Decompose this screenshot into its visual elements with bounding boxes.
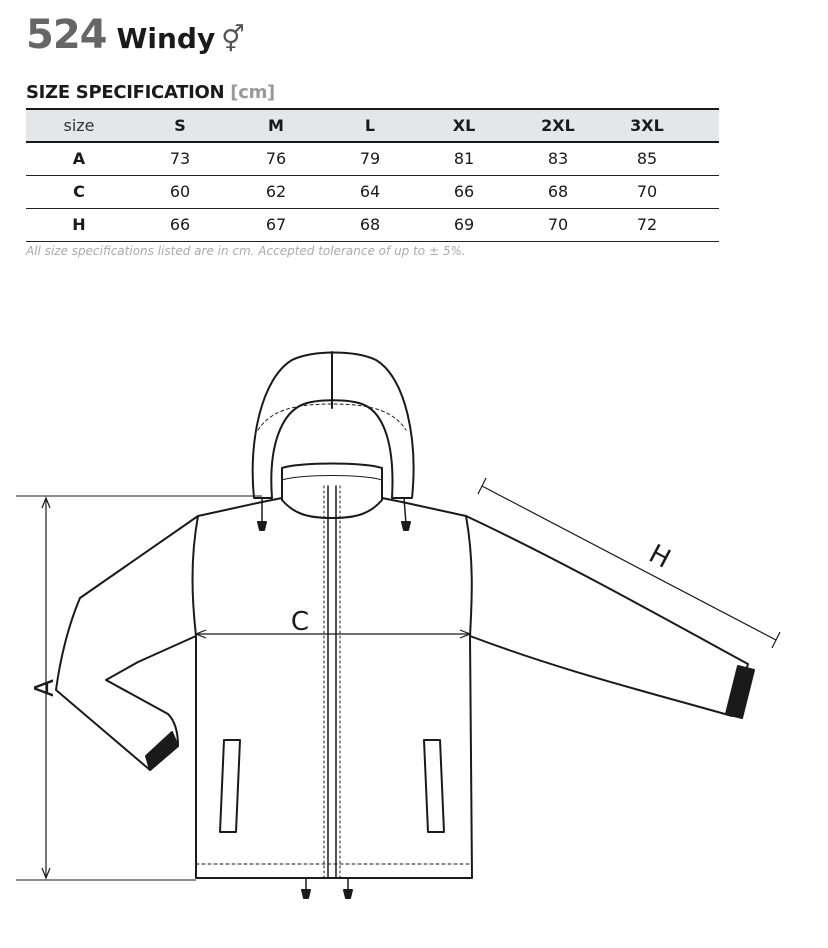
table-cell: 60 <box>169 182 191 201</box>
dimension-label-c: C <box>290 607 310 637</box>
zipper <box>328 486 336 878</box>
table-cell: 66 <box>169 215 191 234</box>
product-name: Windy <box>116 22 216 55</box>
collar <box>282 464 382 519</box>
table-cell: 62 <box>265 182 287 201</box>
column-header-xl: XL <box>452 116 476 135</box>
dimension-label-h: H <box>643 539 676 575</box>
row-label-a: A <box>72 149 86 169</box>
table-cell: 83 <box>547 149 569 169</box>
table-cell: 64 <box>359 182 381 201</box>
table-cell: 76 <box>265 149 287 169</box>
table-cell: 68 <box>359 215 381 234</box>
table-cell: 70 <box>636 182 658 201</box>
drawcord-bottom <box>306 878 348 896</box>
table-cell: 85 <box>636 149 658 169</box>
tolerance-note: All size specifications listed are in cm. Accepted tolerance of up to ± 5%. <box>26 244 466 258</box>
table-cell: 67 <box>265 215 287 234</box>
spec-title: SIZE SPECIFICATION <box>26 82 225 103</box>
right-pocket <box>424 740 444 832</box>
table-cell: 72 <box>636 215 658 234</box>
unisex-icon: ⚥ <box>221 25 245 55</box>
right-sleeve <box>466 516 748 716</box>
left-pocket <box>220 740 240 832</box>
hood-outline <box>253 353 414 499</box>
product-number: 524 <box>26 12 107 58</box>
dimension-label-a: A <box>30 679 60 697</box>
column-header-2xl: 2XL <box>541 116 575 135</box>
dimension-line-h <box>482 486 776 640</box>
column-header-m: M <box>268 116 284 135</box>
table-cell: 81 <box>453 149 475 169</box>
right-cuff <box>726 666 754 718</box>
table-cell: 73 <box>169 149 191 169</box>
table-cell: 79 <box>359 149 381 169</box>
spec-unit: [cm] <box>230 82 275 103</box>
row-label-h: H <box>72 215 86 234</box>
column-header-s: S <box>174 116 186 135</box>
column-header-size: size <box>63 116 95 135</box>
table-cell: 66 <box>453 182 475 201</box>
left-cuff <box>146 732 178 770</box>
table-cell: 69 <box>453 215 475 234</box>
column-header-l: L <box>364 116 376 135</box>
left-sleeve <box>56 516 198 770</box>
table-cell: 68 <box>547 182 569 201</box>
table-cell: 70 <box>547 215 569 234</box>
row-label-c: C <box>73 182 85 201</box>
jacket-body <box>193 498 473 878</box>
column-header-3xl: 3XL <box>630 116 664 135</box>
